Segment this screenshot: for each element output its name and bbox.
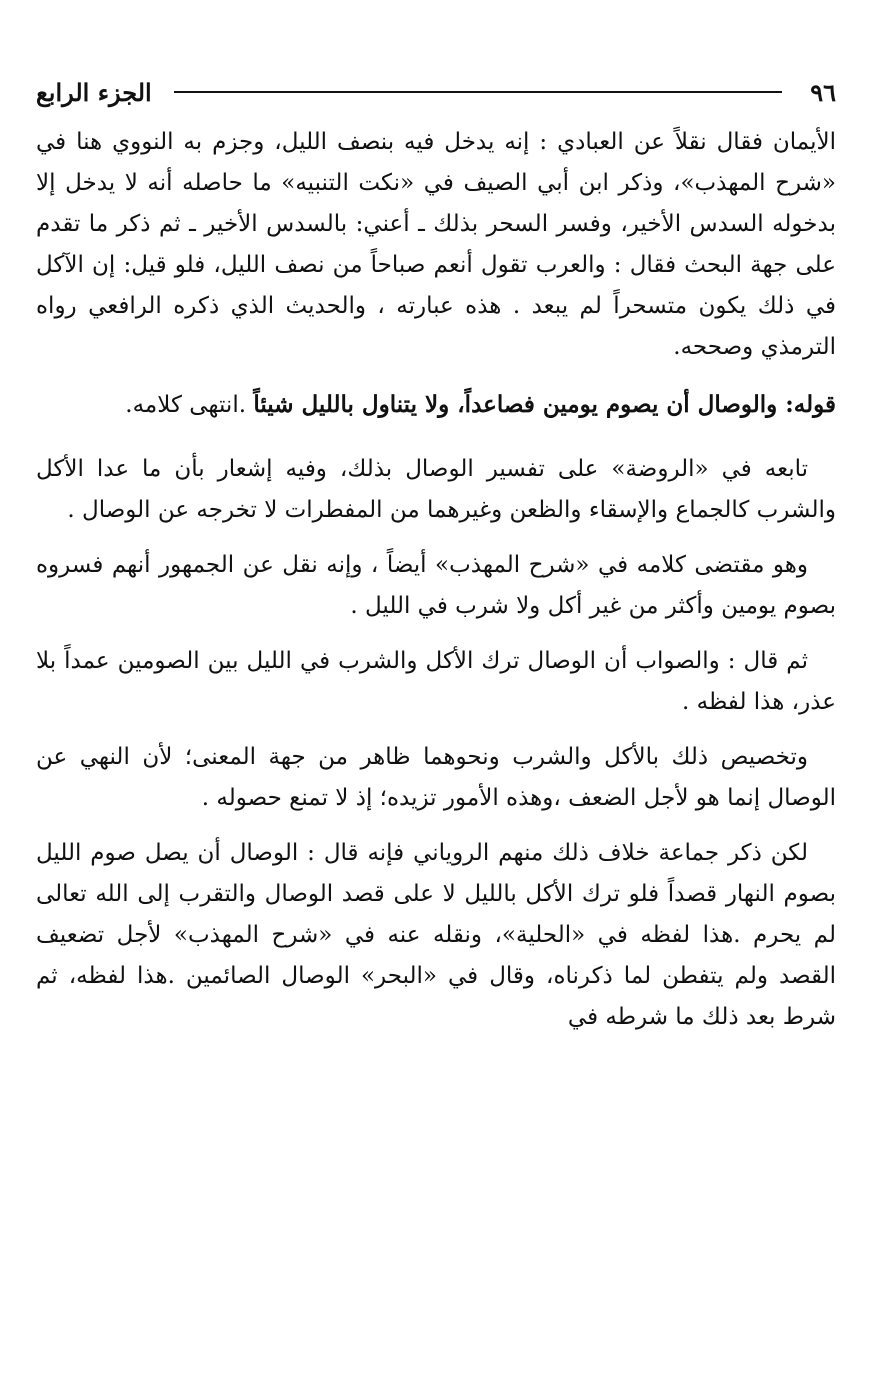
book-page xyxy=(36,72,836,1038)
paragraph-body: ثم قال : والصواب أن الوصال ترك الأكل والشرب في الليل بين الصومين عمداً بلا عذر، هذا لفظه . xyxy=(36,648,836,715)
header-rule xyxy=(174,91,783,93)
paragraph-body: وهو مقتضى كلامه في «شرح المهذب» أيضاً ، وإنه نقل عن الجمهور أنهم فسروه بصوم يومين وأكثر من غير أكل ولا شرب في الليل . xyxy=(36,552,836,619)
paragraph-intro: الأيمان فقال نقلاً عن العبادي : إنه يدخل فيه بنصف الليل، وجزم به النووي هنا في «شرح المهذب»، وذكر ابن أبي الصيف في «نكت التنبيه» ما حاصله أنه لا يدخل إلا بدخوله السدس الأخير، وفسر السحر بذلك ـ أعني: بالسدس الأخير ـ ثم ذكر ما تقدم على جهة البحث فقال : والعرب تقول أنعم صباحاً من نصف الليل، فلو قيل: إن الآكل في ذلك يكون متسحراً لم يبعد . هذه عبارته ، والحديث الذي ذكره الرافعي رواه الترمذي وصححه. xyxy=(36,129,836,360)
page-header xyxy=(36,72,836,112)
running-title: الجزء الرابع xyxy=(36,77,152,107)
quoted-statement-tail: .انتهى كلامه. xyxy=(125,392,254,418)
paragraph-body: لكن ذكر جماعة خلاف ذلك منهم الروياني فإنه قال : الوصال أن يصل صوم الليل بصوم النهار قصداً فلو ترك الأكل بالليل لا على قصد الوصال والتقرب إلى الله تعالى لم يحرم .هذا لفظه في «الحلية»، ونقله عنه في «شرح المهذب» لأجل تضعيف القصد ولم يتفطن لما ذكرناه، وقال في «البحر» الوصال الصائمين .هذا لفظه، ثم شرط بعد ذلك ما شرطه في xyxy=(36,840,836,1030)
page-number: ٩٦ xyxy=(810,77,836,107)
paragraph-body: تابعه في «الروضة» على تفسير الوصال بذلك، وفيه إشعار بأن ما عدا الأكل والشرب كالجماع والإسقاء والظعن وغيرهما من المفطرات لا تخرجه عن الوصال . xyxy=(36,456,836,523)
quoted-statement xyxy=(36,384,836,426)
quoted-statement-heading: قوله: والوصال أن يصوم يومين فصاعداً، ولا يتناول بالليل شيئاً xyxy=(253,391,836,418)
paragraph-body: وتخصيص ذلك بالأكل والشرب ونحوهما ظاهر من جهة المعنى؛ لأن النهي عن الوصال إنما هو لأجل الضعف ،وهذه الأمور تزيده؛ إذ لا تمنع حصوله . xyxy=(36,744,836,811)
